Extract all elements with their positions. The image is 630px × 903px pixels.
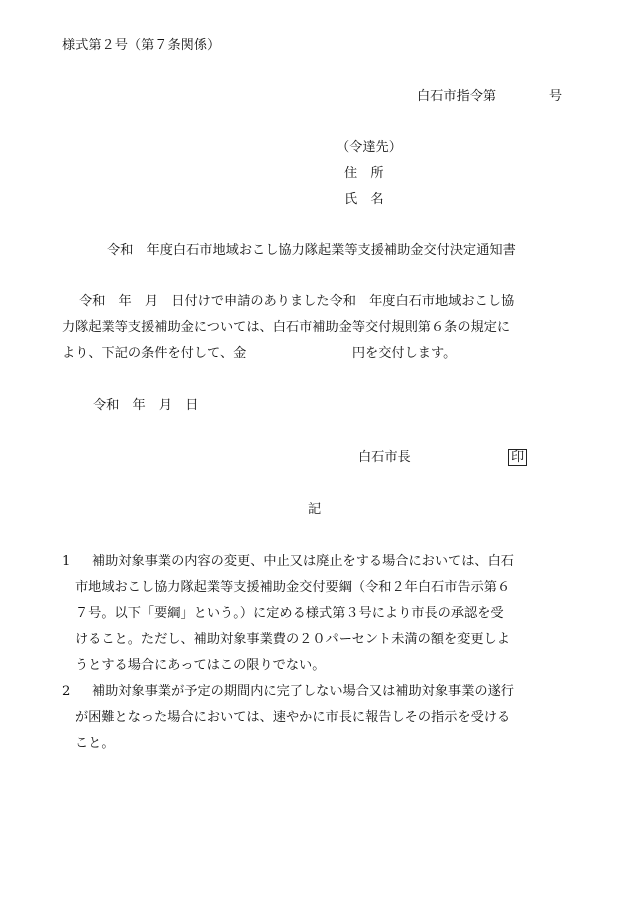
seal-mark <box>502 449 527 466</box>
condition-line: こと。 <box>75 736 115 751</box>
reference-number: 白石市指令第 号 <box>417 89 563 104</box>
name-label: 氏 名 <box>344 192 384 207</box>
address-label: 住 所 <box>344 166 384 181</box>
form-label: 様式第２号（第７条関係） <box>62 38 221 53</box>
condition-number: 2 <box>62 684 71 699</box>
condition-line: 補助対象事業の内容の変更、中止又は廃止をする場合においては、白石 <box>92 554 514 569</box>
body-line: より、下記の条件を付して、金 円を交付します。 <box>62 346 457 361</box>
body-line: 令和 年 月 日付けで申請のありました令和 年度白石市地域おこし協 <box>79 294 515 309</box>
condition-line: が困難となった場合においては、速やかに市長に報告しその指示を受ける <box>75 710 511 725</box>
ki-heading: 記 <box>308 502 322 517</box>
issue-date: 令和 年 月 日 <box>93 398 199 413</box>
body-line: 力隊起業等支援補助金については、白石市補助金等交付規則第６条の規定に <box>62 320 511 335</box>
condition-line: 補助対象事業が予定の期間内に完了しない場合又は補助対象事業の遂行 <box>92 684 514 699</box>
issuer-title: 白石市長 <box>358 450 411 465</box>
condition-line: 市地域おこし協力隊起業等支援補助金交付要綱（令和２年白石市告示第６ <box>75 580 511 595</box>
seal-stamp: 印 <box>508 449 527 466</box>
condition-line: けること。ただし、補助対象事業費の２０パーセント未満の額を変更しよ <box>75 632 510 647</box>
document-title: 令和 年度白石市地域おこし協力隊起業等支援補助金交付決定通知書 <box>107 243 516 258</box>
condition-line: うとする場合にあってはこの限りでない。 <box>75 658 326 673</box>
condition-line: ７号。以下「要綱」という。）に定める様式第３号により市長の承認を受 <box>75 606 504 621</box>
condition-number: 1 <box>62 554 71 569</box>
recipient-heading: （令達先） <box>336 140 402 155</box>
